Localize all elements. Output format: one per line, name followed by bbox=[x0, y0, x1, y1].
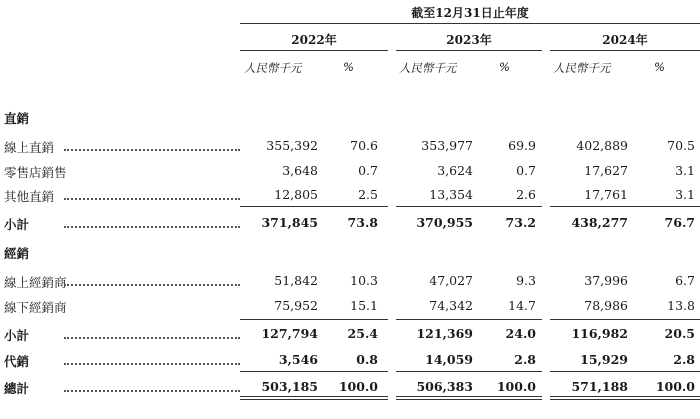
section-distribution: 經銷 bbox=[4, 246, 30, 261]
row-subtotal-direct-value-4: 438,277 bbox=[571, 215, 628, 230]
row-other-direct-value-4: 17,761 bbox=[584, 187, 628, 202]
row-online-direct-value-2: 353,977 bbox=[421, 138, 473, 153]
row-subtotal-distribution-value-4: 116,982 bbox=[571, 326, 628, 341]
row-retail-store-value-0: 3,648 bbox=[282, 163, 318, 178]
row-other-direct-label: 其他直銷 bbox=[4, 189, 55, 204]
period-header: 截至12月31日止年度 bbox=[411, 6, 529, 20]
row-retail-store-value-4: 17,627 bbox=[584, 163, 628, 178]
row-total-leader-dots bbox=[64, 390, 240, 392]
row-other-direct-value-0: 12,805 bbox=[274, 187, 318, 202]
rule-total-bottom-2023 bbox=[396, 396, 542, 400]
row-offline-distributor-value-2: 74,342 bbox=[429, 298, 473, 313]
row-subtotal-direct-value-2: 370,955 bbox=[416, 215, 473, 230]
row-subtotal-distribution-value-5: 20.5 bbox=[664, 326, 695, 341]
row-retail-store-value-5: 3.1 bbox=[675, 163, 695, 178]
unit-amount-2024: 人民幣千元 bbox=[553, 61, 611, 75]
row-subtotal-distribution-value-3: 24.0 bbox=[505, 326, 536, 341]
row-consignment-value-2: 14,059 bbox=[425, 352, 473, 367]
year-header-2024: 2024年 bbox=[602, 33, 648, 47]
year-rule-2022 bbox=[240, 50, 388, 51]
row-total-value-0: 503,185 bbox=[261, 379, 318, 394]
row-other-direct-value-3: 2.6 bbox=[516, 187, 536, 202]
row-other-direct-value-2: 13,354 bbox=[429, 187, 473, 202]
row-online-distributor-value-4: 37,996 bbox=[584, 273, 628, 288]
row-online-distributor-value-1: 10.3 bbox=[350, 273, 378, 288]
rule-total-bottom-2022 bbox=[240, 396, 388, 400]
row-retail-store-value-2: 3,624 bbox=[437, 163, 473, 178]
row-online-direct-label: 線上直銷 bbox=[4, 140, 55, 155]
row-retail-store-value-3: 0.7 bbox=[516, 163, 536, 178]
row-online-distributor-value-0: 51,842 bbox=[274, 273, 318, 288]
row-total-value-3: 100.0 bbox=[496, 379, 536, 394]
row-total-value-5: 100.0 bbox=[655, 379, 695, 394]
rule-direct-2023 bbox=[396, 206, 542, 207]
section-direct-sales: 直銷 bbox=[4, 111, 30, 126]
rule-dist-2023 bbox=[396, 319, 542, 320]
row-online-distributor-value-5: 6.7 bbox=[675, 273, 695, 288]
row-online-direct-value-3: 69.9 bbox=[508, 138, 536, 153]
row-consignment-value-5: 2.8 bbox=[673, 352, 695, 367]
row-subtotal-distribution-label: 小計 bbox=[4, 328, 30, 343]
row-subtotal-distribution-value-2: 121,369 bbox=[416, 326, 473, 341]
row-subtotal-distribution-leader-dots bbox=[64, 337, 240, 339]
year-header-2022: 2022年 bbox=[291, 33, 337, 47]
row-consignment-value-3: 2.8 bbox=[514, 352, 536, 367]
row-offline-distributor-label: 線下經銷商 bbox=[4, 300, 67, 315]
row-subtotal-direct-label: 小計 bbox=[4, 217, 30, 232]
rule-total-top-2023 bbox=[396, 371, 542, 372]
row-online-distributor-value-3: 9.3 bbox=[516, 273, 536, 288]
row-total-label: 總計 bbox=[4, 381, 30, 396]
row-total-value-2: 506,383 bbox=[416, 379, 473, 394]
rule-total-bottom-2024 bbox=[550, 396, 700, 400]
row-online-direct-value-0: 355,392 bbox=[266, 138, 318, 153]
unit-percent-2023: % bbox=[499, 60, 510, 74]
row-subtotal-distribution-value-1: 25.4 bbox=[347, 326, 378, 341]
row-retail-store-label: 零售店銷售 bbox=[4, 165, 67, 180]
row-subtotal-direct-leader-dots bbox=[64, 226, 240, 228]
row-offline-distributor-value-1: 15.1 bbox=[350, 298, 378, 313]
row-retail-store-value-1: 0.7 bbox=[358, 163, 378, 178]
row-consignment-label: 代銷 bbox=[4, 354, 30, 369]
row-online-direct-value-5: 70.5 bbox=[667, 138, 695, 153]
year-header-2023: 2023年 bbox=[446, 33, 492, 47]
rule-dist-2024 bbox=[550, 319, 700, 320]
unit-percent-2022: % bbox=[343, 60, 354, 74]
rule-dist-2022 bbox=[240, 319, 388, 320]
rule-direct-2024 bbox=[550, 206, 700, 207]
row-consignment-leader-dots bbox=[64, 363, 240, 365]
row-offline-distributor-value-0: 75,952 bbox=[274, 298, 318, 313]
row-online-direct-leader-dots bbox=[64, 149, 240, 151]
year-rule-2024 bbox=[550, 50, 700, 51]
row-consignment-value-4: 15,929 bbox=[580, 352, 628, 367]
row-total-value-4: 571,188 bbox=[571, 379, 628, 394]
row-offline-distributor-value-3: 14.7 bbox=[508, 298, 536, 313]
row-online-direct-value-1: 70.6 bbox=[350, 138, 378, 153]
row-offline-distributor-value-5: 13.8 bbox=[667, 298, 695, 313]
row-total-value-1: 100.0 bbox=[338, 379, 378, 394]
row-other-direct-leader-dots bbox=[64, 198, 240, 200]
row-online-distributor-label: 線上經銷商 bbox=[4, 275, 67, 290]
row-subtotal-distribution-value-0: 127,794 bbox=[261, 326, 318, 341]
unit-amount-2022: 人民幣千元 bbox=[244, 61, 302, 75]
year-rule-2023 bbox=[396, 50, 542, 51]
rule-total-top-2024 bbox=[550, 371, 700, 372]
row-online-distributor-value-2: 47,027 bbox=[429, 273, 473, 288]
row-subtotal-direct-value-3: 73.2 bbox=[505, 215, 536, 230]
rule-total-top-2022 bbox=[240, 371, 388, 372]
rule-direct-2022 bbox=[240, 206, 388, 207]
row-offline-distributor-value-4: 78,986 bbox=[584, 298, 628, 313]
row-subtotal-direct-value-1: 73.8 bbox=[347, 215, 378, 230]
unit-amount-2023: 人民幣千元 bbox=[399, 61, 457, 75]
row-consignment-value-0: 3,546 bbox=[278, 352, 318, 367]
row-other-direct-value-1: 2.5 bbox=[358, 187, 378, 202]
row-consignment-value-1: 0.8 bbox=[356, 352, 378, 367]
row-online-distributor-leader-dots bbox=[64, 284, 240, 286]
unit-percent-2024: % bbox=[654, 60, 665, 74]
header-rule bbox=[240, 23, 700, 24]
row-subtotal-direct-value-5: 76.7 bbox=[664, 215, 695, 230]
row-other-direct-value-5: 3.1 bbox=[675, 187, 695, 202]
row-subtotal-direct-value-0: 371,845 bbox=[261, 215, 318, 230]
row-online-direct-value-4: 402,889 bbox=[576, 138, 628, 153]
